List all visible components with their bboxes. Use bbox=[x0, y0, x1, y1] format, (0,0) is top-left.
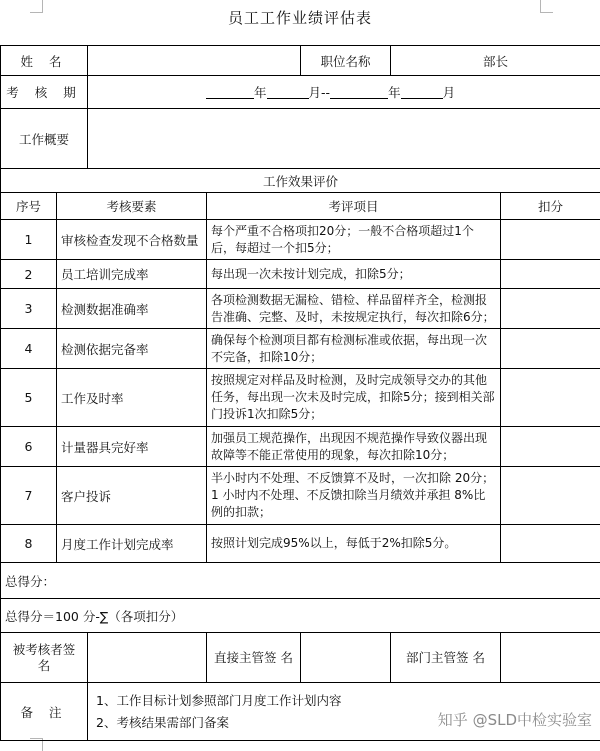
signature-row bbox=[1, 633, 600, 683]
score-formula: 总得分＝100 分-∑（各项扣分） bbox=[1, 599, 600, 633]
end-month-blank[interactable] bbox=[401, 86, 443, 99]
name-field[interactable] bbox=[88, 46, 301, 76]
total-score-field[interactable]: 总得分： bbox=[1, 563, 600, 599]
name-row bbox=[1, 46, 600, 76]
supervisor-signature-label: 直接主管签 名 bbox=[207, 633, 301, 683]
row-deduction-field[interactable] bbox=[501, 260, 600, 289]
column-header-no: 序号 bbox=[1, 193, 57, 220]
formula-row bbox=[1, 599, 600, 633]
row-factor: 检测数据准确率 bbox=[57, 289, 207, 329]
row-deduction-field[interactable] bbox=[501, 467, 600, 525]
summary-field[interactable] bbox=[88, 109, 600, 169]
table-row bbox=[1, 220, 600, 260]
column-header-criteria: 考评项目 bbox=[207, 193, 501, 220]
manager-signature-field[interactable] bbox=[501, 633, 600, 683]
row-criteria: 各项检测数据无漏检、错检、样品留样齐全，检测报告准确、完整、及时，未按规定执行，每次扣除6分； bbox=[207, 289, 501, 329]
period-unit-year-end: 年 bbox=[388, 85, 401, 100]
row-deduction-field[interactable] bbox=[501, 369, 600, 427]
row-deduction-field[interactable] bbox=[501, 289, 600, 329]
section-title-row bbox=[1, 169, 600, 193]
column-header-factor: 考核要素 bbox=[57, 193, 207, 220]
section-title: 工作效果评价 bbox=[1, 169, 600, 193]
table-row bbox=[1, 467, 600, 525]
row-factor: 员工培训完成率 bbox=[57, 260, 207, 289]
row-criteria: 每个严重不合格项扣20分；一般不合格项超过1个后，每超过一个扣5分； bbox=[207, 220, 501, 260]
table-row bbox=[1, 369, 600, 427]
table-row bbox=[1, 525, 600, 563]
end-year-blank[interactable] bbox=[330, 86, 388, 99]
column-header-deduction: 扣分 bbox=[501, 193, 600, 220]
table-row bbox=[1, 427, 600, 467]
row-factor: 工作及时率 bbox=[57, 369, 207, 427]
row-number: 6 bbox=[1, 427, 57, 467]
row-criteria: 确保每个检测项目都有检测标准或依据，每出现一次不完备，扣除10分； bbox=[207, 329, 501, 369]
table-row bbox=[1, 260, 600, 289]
row-factor: 月度工作计划完成率 bbox=[57, 525, 207, 563]
table-row bbox=[1, 329, 600, 369]
employee-signature-field[interactable] bbox=[88, 633, 207, 683]
start-month-blank[interactable] bbox=[267, 86, 309, 99]
period-row bbox=[1, 76, 600, 109]
row-deduction-field[interactable] bbox=[501, 525, 600, 563]
total-row bbox=[1, 563, 600, 599]
row-criteria: 半小时内不处理、不反馈算不及时，一次扣除 20分；1 小时内不处理、不反馈扣除当月绩效并承担 8%比例的扣款； bbox=[207, 467, 501, 525]
table-header-row bbox=[1, 193, 600, 220]
table-row bbox=[1, 289, 600, 329]
start-year-blank[interactable] bbox=[206, 86, 254, 99]
supervisor-signature-field[interactable] bbox=[301, 633, 391, 683]
row-criteria: 按照规定对样品及时检测，及时完成领导交办的其他任务，每出现一次未及时完成，扣除5分；接到相关部门投诉1次扣除5分； bbox=[207, 369, 501, 427]
row-number: 3 bbox=[1, 289, 57, 329]
row-criteria: 加强员工规范操作，出现因不规范操作导致仪器出现故障等不能正常使用的现象，每次扣除10分； bbox=[207, 427, 501, 467]
manager-signature-label: 部门主管签 名 bbox=[391, 633, 501, 683]
row-number: 8 bbox=[1, 525, 57, 563]
period-unit-month-dash: 月-- bbox=[309, 85, 331, 100]
row-criteria: 每出现一次未按计划完成，扣除5分； bbox=[207, 260, 501, 289]
row-factor: 审核检查发现不合格数量 bbox=[57, 220, 207, 260]
position-value[interactable]: 部长 bbox=[391, 46, 600, 76]
row-deduction-field[interactable] bbox=[501, 220, 600, 260]
row-number: 7 bbox=[1, 467, 57, 525]
watermark-text: 知乎 @SLD中检实验室 bbox=[438, 711, 592, 729]
period-unit-month-end: 月 bbox=[443, 85, 456, 100]
period-unit-year: 年 bbox=[254, 85, 267, 100]
row-number: 4 bbox=[1, 329, 57, 369]
name-label: 姓 名 bbox=[1, 46, 88, 76]
row-number: 1 bbox=[1, 220, 57, 260]
row-deduction-field[interactable] bbox=[501, 329, 600, 369]
form-title: 员工工作业绩评估表 bbox=[0, 4, 600, 32]
summary-row bbox=[1, 109, 600, 169]
note-item: 2、考核结果需部门备案 bbox=[96, 712, 596, 734]
row-factor: 检测依据完备率 bbox=[57, 329, 207, 369]
row-number: 2 bbox=[1, 260, 57, 289]
summary-label: 工作概要 bbox=[1, 109, 88, 169]
period-field[interactable] bbox=[88, 76, 600, 109]
row-number: 5 bbox=[1, 369, 57, 427]
note-item: 1、工作目标计划参照部门月度工作计划内容 bbox=[96, 690, 596, 712]
row-factor: 计量器具完好率 bbox=[57, 427, 207, 467]
notes-label: 备 注 bbox=[1, 683, 88, 741]
period-label: 考 核 期 bbox=[1, 76, 88, 109]
row-factor: 客户投诉 bbox=[57, 467, 207, 525]
position-label: 职位名称 bbox=[301, 46, 391, 76]
row-deduction-field[interactable] bbox=[501, 427, 600, 467]
evaluation-table bbox=[0, 45, 600, 741]
watermark bbox=[415, 700, 600, 740]
employee-signature-label: 被考核者签 名 bbox=[1, 633, 88, 683]
row-criteria: 按照计划完成95%以上，每低于2%扣除5分。 bbox=[207, 525, 501, 563]
